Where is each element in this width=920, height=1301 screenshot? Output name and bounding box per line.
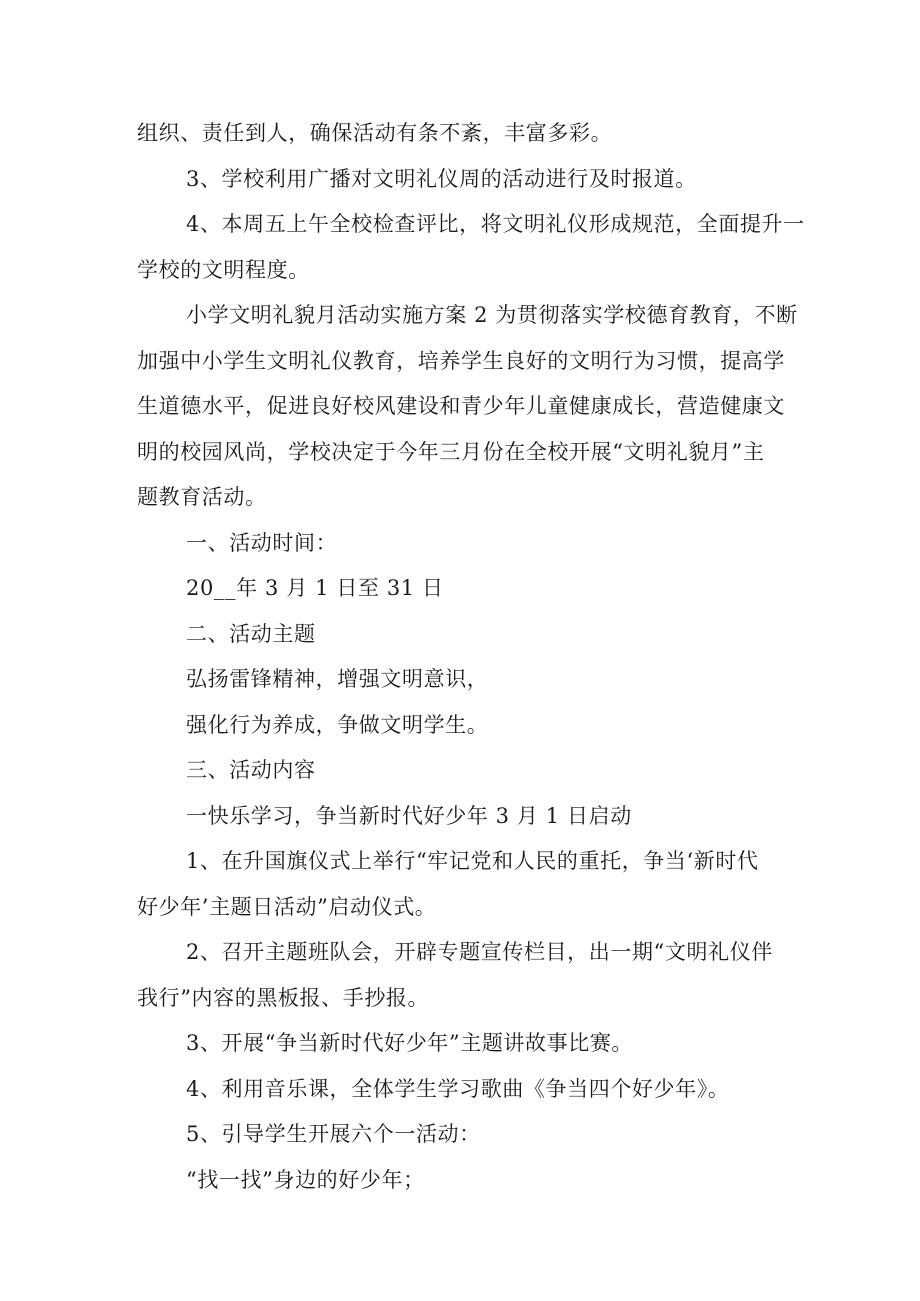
text-line-8: 明的校园风尚，学校决定于今年三月份在全校开展“文明礼貌月”主 <box>137 440 765 464</box>
text-line-theme-1: 弘扬雷锋精神，增强文明意识， <box>186 667 489 691</box>
text-line-6: 加强中小学生文明礼仪教育，培养学生良好的文明行为习惯，提高学 <box>137 349 785 373</box>
text-line-22: 4、利用音乐课，全体学生学习歌曲《争当四个好少年》。 <box>186 1077 730 1101</box>
text-line-20: 我行”内容的黑板报、手抄报。 <box>137 986 430 1010</box>
text-line-23: 5、引导学生开展六个一活动： <box>186 1122 481 1146</box>
text-line-19: 2、召开主题班队会，开辟专题宣传栏目，出一期“文明礼仪伴 <box>186 940 773 964</box>
section-heading-theme: 二、活动主题 <box>186 622 316 646</box>
text-line-2: 3、学校利用广播对文明礼仪周的活动进行及时报道。 <box>186 167 697 191</box>
text-line-4: 学校的文明程度。 <box>137 258 310 282</box>
text-line-24: “找一找”身边的好少年； <box>186 1168 425 1192</box>
text-line-3: 4、本周五上午全校检查评比，将文明礼仪形成规范，全面提升一 <box>186 212 805 236</box>
text-line-21: 3、开展“争当新时代好少年”主题讲故事比赛。 <box>186 1031 634 1055</box>
text-line-9: 题教育活动。 <box>137 485 267 509</box>
text-line-18: 好少年’主题日活动”启动仪式。 <box>137 895 437 919</box>
text-line-date: 20__年 3 月 1 日至 31 日 <box>186 576 444 600</box>
section-heading-content: 三、活动内容 <box>186 758 316 782</box>
text-line-7: 生道德水平，促进良好校风建设和青少年儿童健康成长，营造健康文 <box>137 394 785 418</box>
text-line-theme-2: 强化行为养成，争做文明学生。 <box>186 713 489 737</box>
text-line-1: 组织、责任到人，确保活动有条不紊，丰富多彩。 <box>137 121 613 145</box>
text-line-5: 小学文明礼貌月活动实施方案 2 为贯彻落实学校德育教育，不断 <box>186 303 798 327</box>
section-heading-time: 一、活动时间： <box>186 531 338 555</box>
text-line-16: 一快乐学习，争当新时代好少年 3 月 1 日启动 <box>186 804 632 828</box>
text-line-17: 1、在升国旗仪式上举行“牢记党和人民的重托，争当‘新时代 <box>186 849 759 873</box>
